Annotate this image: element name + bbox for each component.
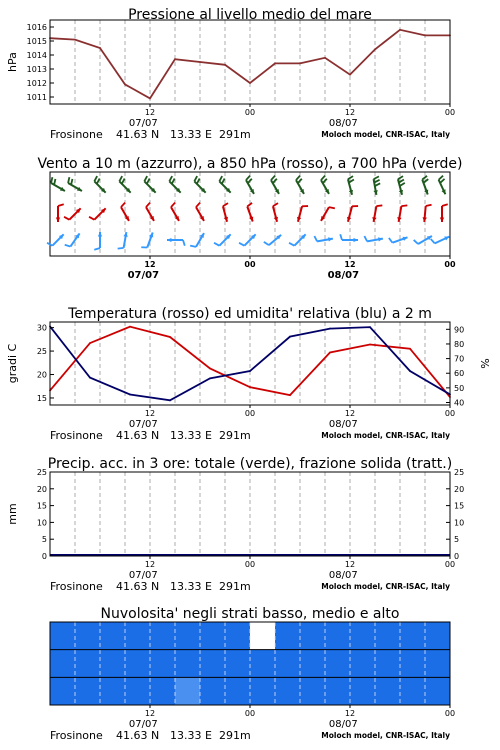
y2-tick-label: 50	[454, 383, 465, 393]
wind-barb	[423, 205, 432, 222]
wind-feather	[223, 203, 228, 206]
pressure-point	[99, 47, 101, 49]
wind-barb	[439, 176, 446, 195]
wind-barb	[271, 176, 279, 194]
wind-feather	[51, 177, 52, 183]
wind-barb	[414, 236, 432, 244]
wind-feather	[146, 203, 150, 207]
cloud-cell	[175, 622, 200, 650]
footer-longitude: 13.33 E	[170, 429, 212, 442]
cloud-cell	[150, 677, 175, 705]
cloud-cell	[175, 650, 200, 678]
wind-feather	[171, 203, 175, 207]
wind-feather	[54, 179, 55, 185]
wind-feather	[289, 243, 294, 246]
pressure-point	[399, 29, 401, 31]
footer-latitude: 41.63 N	[116, 128, 160, 141]
cloud-cell	[400, 677, 425, 705]
cloud-cell	[100, 650, 125, 678]
wind-barb	[364, 236, 382, 241]
cloud-cell	[350, 677, 375, 705]
cloud-cell	[150, 622, 175, 650]
wind-arrowhead	[403, 237, 408, 241]
chart-title: Precip. acc. in 3 ore: totale (verde), frazione solida (tratt.)	[47, 456, 453, 472]
y2-tick-label: 70	[454, 354, 465, 364]
cloud-cell	[375, 677, 400, 705]
wind-barb	[389, 237, 408, 243]
wind-feather	[89, 217, 94, 220]
wind-barb	[373, 176, 380, 194]
wind-barb	[289, 234, 306, 245]
wind-feather	[399, 179, 404, 182]
x-tick-label: 00	[444, 108, 456, 117]
y-axis-label: mm	[6, 503, 19, 525]
cloud-cell	[50, 650, 75, 678]
wind-barb	[247, 203, 253, 222]
footer-elevation: 291m	[219, 429, 251, 442]
x-tick-label: 00	[444, 709, 456, 718]
pressure-point	[124, 84, 126, 86]
y-tick-label: 30	[36, 323, 47, 333]
wind-barb	[273, 203, 278, 222]
y2-axis-label: %	[479, 358, 492, 369]
cloud-cell	[200, 650, 225, 678]
cloud-cell	[250, 677, 275, 705]
y-axis-label: hPa	[6, 52, 19, 72]
humidity-point	[129, 394, 131, 396]
wind-feather	[414, 240, 418, 244]
pressure-point	[199, 61, 201, 63]
wind-barb	[264, 235, 281, 245]
cloud-cell	[225, 650, 250, 678]
wind-feather	[64, 217, 69, 220]
y2-tick-label: 20	[454, 484, 465, 494]
x-day-label: 08/07	[328, 118, 358, 129]
x-tick-label: 12	[144, 409, 156, 418]
y-tick-label: 20	[36, 370, 47, 380]
wind-feather	[94, 176, 97, 181]
wind-feather	[65, 245, 71, 247]
cloud-cell	[50, 622, 75, 650]
wind-feather	[71, 179, 72, 185]
y2-tick-label: 15	[454, 501, 465, 511]
wind-feather	[172, 179, 175, 184]
y2-tick-label: 90	[454, 325, 465, 335]
footer-model: Moloch model, CNR-ISAC, Italy	[321, 431, 450, 440]
x-tick-label: 12	[144, 260, 156, 269]
cloud-cell	[300, 622, 325, 650]
x-day-label: 08/07	[328, 719, 358, 730]
wind-feather	[296, 176, 300, 180]
wind-barb	[431, 237, 450, 244]
cloud-cell	[100, 622, 125, 650]
wind-barb	[397, 205, 407, 222]
pressure-point	[299, 63, 301, 65]
cloud-cell	[400, 622, 425, 650]
wind-feather	[214, 243, 219, 246]
chart-title: Pressione al livello medio del mare	[128, 7, 372, 23]
x-day-label: 07/07	[128, 570, 158, 581]
wind-barb	[167, 238, 185, 246]
wind-feather	[376, 205, 382, 206]
x-tick-label: 12	[344, 108, 356, 117]
wind-arrowhead	[353, 238, 358, 242]
wind-feather	[329, 207, 335, 208]
x-tick-label: 00	[444, 409, 456, 418]
wind-feather	[194, 176, 197, 181]
wind-feather	[58, 204, 64, 206]
footer-latitude: 41.63 N	[116, 580, 160, 593]
x-tick-label: 12	[344, 560, 356, 569]
wind-arrowhead	[98, 232, 102, 237]
wind-feather	[348, 176, 353, 179]
temperature-point	[129, 326, 131, 328]
wind-feather	[190, 246, 196, 247]
x-tick-label: 00	[444, 560, 456, 569]
pressure-point	[349, 74, 351, 76]
y-tick-label: 5	[41, 535, 47, 545]
wind-feather	[94, 248, 100, 250]
pressure-point	[74, 39, 76, 41]
footer-model: Moloch model, CNR-ISAC, Italy	[321, 731, 450, 740]
wind-barb	[321, 207, 335, 221]
x-tick-label: 12	[144, 709, 156, 718]
cloud-cell	[300, 650, 325, 678]
wind-barb	[321, 176, 329, 194]
footer-location: Frosinone	[50, 729, 103, 742]
y-tick-label: 1014	[26, 51, 47, 60]
wind-feather	[219, 176, 222, 181]
wind-arrowhead	[440, 217, 444, 222]
footer-model: Moloch model, CNR-ISAC, Italy	[321, 130, 450, 139]
y-tick-label: 10	[36, 518, 47, 528]
wind-barb	[169, 176, 180, 193]
wind-feather	[340, 234, 342, 240]
cloud-cell	[250, 650, 275, 678]
cloud-cell	[375, 650, 400, 678]
y-tick-label: 1012	[26, 79, 47, 88]
temperature-point	[369, 344, 371, 346]
wind-barb	[94, 232, 102, 250]
cloud-cell	[125, 622, 150, 650]
wind-barb	[89, 208, 106, 219]
wind-feather	[364, 236, 367, 241]
cloud-cell	[200, 622, 225, 650]
x-tick-label: 00	[244, 409, 256, 418]
wind-feather	[442, 204, 448, 206]
x-tick-label: 12	[144, 560, 156, 569]
wind-barb	[56, 204, 64, 222]
wind-feather	[121, 203, 125, 207]
footer-location: Frosinone	[50, 128, 103, 141]
temperature-point	[249, 386, 251, 388]
x-tick-label: 12	[344, 409, 356, 418]
pressure-point	[224, 64, 226, 66]
cloud-cell	[125, 677, 150, 705]
wind-barb	[296, 176, 304, 194]
cloud-cell	[150, 650, 175, 678]
wind-barb	[146, 203, 154, 221]
wind-feather	[422, 176, 427, 180]
wind-barb	[422, 176, 428, 195]
wind-arrowhead	[423, 217, 427, 222]
cloud-cell	[425, 622, 450, 650]
wind-barb	[219, 176, 230, 193]
wind-feather	[97, 179, 100, 184]
cloud-cell	[425, 650, 450, 678]
footer-longitude: 13.33 E	[170, 128, 212, 141]
wind-feather	[321, 176, 325, 180]
wind-barb	[223, 203, 228, 222]
pressure-point	[149, 98, 151, 100]
cloud-cell	[425, 677, 450, 705]
cloud-cell	[75, 650, 100, 678]
footer-latitude: 41.63 N	[116, 729, 160, 742]
x-tick-label: 00	[244, 560, 256, 569]
y2-tick-label: 40	[454, 398, 465, 408]
wind-barb	[348, 176, 354, 195]
wind-feather	[398, 176, 403, 179]
wind-feather	[169, 176, 172, 181]
pressure-point	[174, 58, 176, 60]
wind-barb	[51, 177, 65, 191]
wind-barb	[297, 206, 308, 222]
x-tick-label: 00	[244, 709, 256, 718]
cloud-cell	[375, 622, 400, 650]
wind-barb	[194, 176, 205, 193]
pressure-point	[324, 57, 326, 59]
wind-feather	[389, 238, 393, 243]
humidity-point	[329, 328, 331, 330]
x-tick-label: 00	[244, 260, 256, 269]
y-tick-label: 25	[36, 468, 47, 477]
wind-barb	[196, 203, 204, 221]
y-tick-label: 20	[36, 484, 47, 494]
pressure-point	[274, 63, 276, 65]
wind-feather	[147, 179, 150, 184]
humidity-point	[369, 326, 371, 328]
wind-barb	[94, 176, 105, 193]
pressure-point	[374, 49, 376, 51]
temperature-point	[329, 352, 331, 354]
y2-tick-label: 25	[454, 468, 465, 477]
y-tick-label: 1015	[26, 37, 47, 46]
x-day-label: 07/07	[128, 719, 158, 730]
wind-barb	[440, 204, 448, 222]
wind-feather	[349, 179, 354, 182]
humidity-point	[249, 370, 251, 372]
y-tick-label: 1013	[26, 65, 47, 74]
footer-latitude: 41.63 N	[116, 429, 160, 442]
wind-feather	[401, 205, 407, 206]
cloud-cell	[225, 622, 250, 650]
wind-arrowhead	[167, 238, 172, 242]
y2-tick-label: 80	[454, 339, 465, 349]
y-tick-label: 15	[36, 393, 47, 403]
wind-feather	[264, 242, 269, 245]
x-day-label: 07/07	[128, 419, 158, 430]
x-tick-label: 12	[344, 709, 356, 718]
temperature-point	[169, 336, 171, 338]
cloud-cell	[350, 650, 375, 678]
wind-barb	[141, 232, 153, 247]
cloud-cell	[100, 677, 125, 705]
wind-feather	[400, 183, 405, 186]
wind-feather	[440, 179, 444, 183]
x-day-label: 08/07	[328, 570, 358, 581]
x-day-label: 07/07	[128, 118, 158, 129]
wind-barb	[64, 208, 81, 219]
wind-barb	[214, 234, 231, 245]
cloud-cell	[275, 677, 300, 705]
wind-feather	[196, 203, 200, 207]
cloud-cell	[400, 650, 425, 678]
x-day-label: 07/07	[127, 270, 160, 281]
wind-feather	[183, 240, 185, 246]
wind-barb	[121, 203, 129, 221]
wind-feather	[118, 248, 124, 249]
x-tick-label: 12	[344, 260, 356, 269]
chart-title: Nuvolosita' negli strati basso, medio e alto	[100, 606, 400, 622]
wind-feather	[375, 183, 380, 186]
wind-feather	[426, 205, 432, 206]
chart-title: Temperatura (rosso) ed umidita' relativa (blu) a 2 m	[68, 306, 432, 322]
y2-tick-label: 5	[454, 535, 460, 545]
wind-feather	[314, 236, 317, 241]
footer-elevation: 291m	[219, 580, 251, 593]
x-tick-label: 12	[144, 108, 156, 117]
wind-barb	[398, 176, 405, 195]
y-tick-label: 1016	[26, 23, 47, 32]
x-tick-label: 00	[244, 108, 256, 117]
cloud-cell	[75, 677, 100, 705]
wind-feather	[273, 203, 278, 206]
wind-barb	[171, 203, 179, 221]
wind-feather	[47, 243, 52, 246]
pressure-point	[249, 82, 251, 84]
wind-barb	[246, 176, 254, 194]
wind-feather	[197, 179, 200, 184]
cloud-cell	[275, 622, 300, 650]
chart-title: Vento a 10 m (azzurro), a 850 hPa (rosso), a 700 hPa (verde)	[37, 156, 463, 172]
y-tick-label: 15	[36, 501, 47, 511]
wind-feather	[439, 176, 443, 180]
wind-barb	[119, 176, 130, 193]
cloud-cell	[125, 650, 150, 678]
x-tick-label: 00	[444, 260, 456, 269]
footer-elevation: 291m	[219, 729, 251, 742]
wind-feather	[222, 179, 225, 184]
wind-feather	[423, 179, 428, 183]
footer-longitude: 13.33 E	[170, 580, 212, 593]
cloud-cell	[175, 677, 200, 705]
wind-feather	[144, 176, 147, 181]
pressure-point	[424, 35, 426, 37]
wind-barb	[347, 206, 358, 222]
wind-feather	[68, 177, 69, 183]
wind-barb	[372, 205, 382, 222]
y-tick-label: 25	[36, 347, 47, 357]
wind-feather	[271, 176, 275, 180]
cloud-cell	[350, 622, 375, 650]
wind-feather	[374, 176, 379, 179]
wind-barb	[190, 233, 204, 247]
y-tick-label: 1011	[26, 93, 47, 102]
footer-elevation: 291m	[219, 128, 251, 141]
humidity-point	[289, 336, 291, 338]
temperature-point	[209, 368, 211, 370]
footer-location: Frosinone	[50, 429, 103, 442]
y-axis-label: gradi C	[6, 343, 19, 384]
y-tick-label: 0	[41, 552, 47, 561]
wind-feather	[122, 179, 125, 184]
wind-barb	[314, 236, 332, 241]
cloud-cell	[325, 650, 350, 678]
cloud-cell	[325, 622, 350, 650]
wind-feather	[246, 176, 250, 180]
wind-barb	[65, 233, 80, 246]
y2-tick-label: 10	[454, 518, 465, 528]
y2-tick-label: 60	[454, 369, 465, 379]
x-day-label: 08/07	[328, 419, 358, 430]
humidity-point	[209, 377, 211, 379]
footer-longitude: 13.33 E	[170, 729, 212, 742]
cloud-cell	[250, 622, 275, 650]
temperature-point	[89, 342, 91, 344]
wind-feather	[431, 239, 435, 243]
cloud-cell	[275, 650, 300, 678]
cloud-cell	[325, 677, 350, 705]
x-day-label: 08/07	[327, 270, 360, 281]
cloud-cell	[300, 677, 325, 705]
humidity-point	[89, 377, 91, 379]
wind-barb	[340, 234, 358, 242]
cloud-cell	[225, 677, 250, 705]
cloud-cell	[200, 677, 225, 705]
wind-arrowhead	[56, 217, 60, 222]
temperature-point	[289, 394, 291, 396]
wind-barb	[239, 234, 256, 245]
y2-tick-label: 0	[454, 552, 460, 561]
footer-model: Moloch model, CNR-ISAC, Italy	[321, 582, 450, 591]
cloud-cell	[50, 677, 75, 705]
temperature-point	[409, 348, 411, 350]
wind-feather	[239, 243, 244, 246]
humidity-point	[409, 370, 411, 372]
humidity-point	[169, 399, 171, 401]
cloud-cell	[75, 622, 100, 650]
footer-location: Frosinone	[50, 580, 103, 593]
wind-barb	[118, 232, 128, 249]
wind-feather	[119, 176, 122, 181]
wind-barb	[144, 176, 155, 193]
